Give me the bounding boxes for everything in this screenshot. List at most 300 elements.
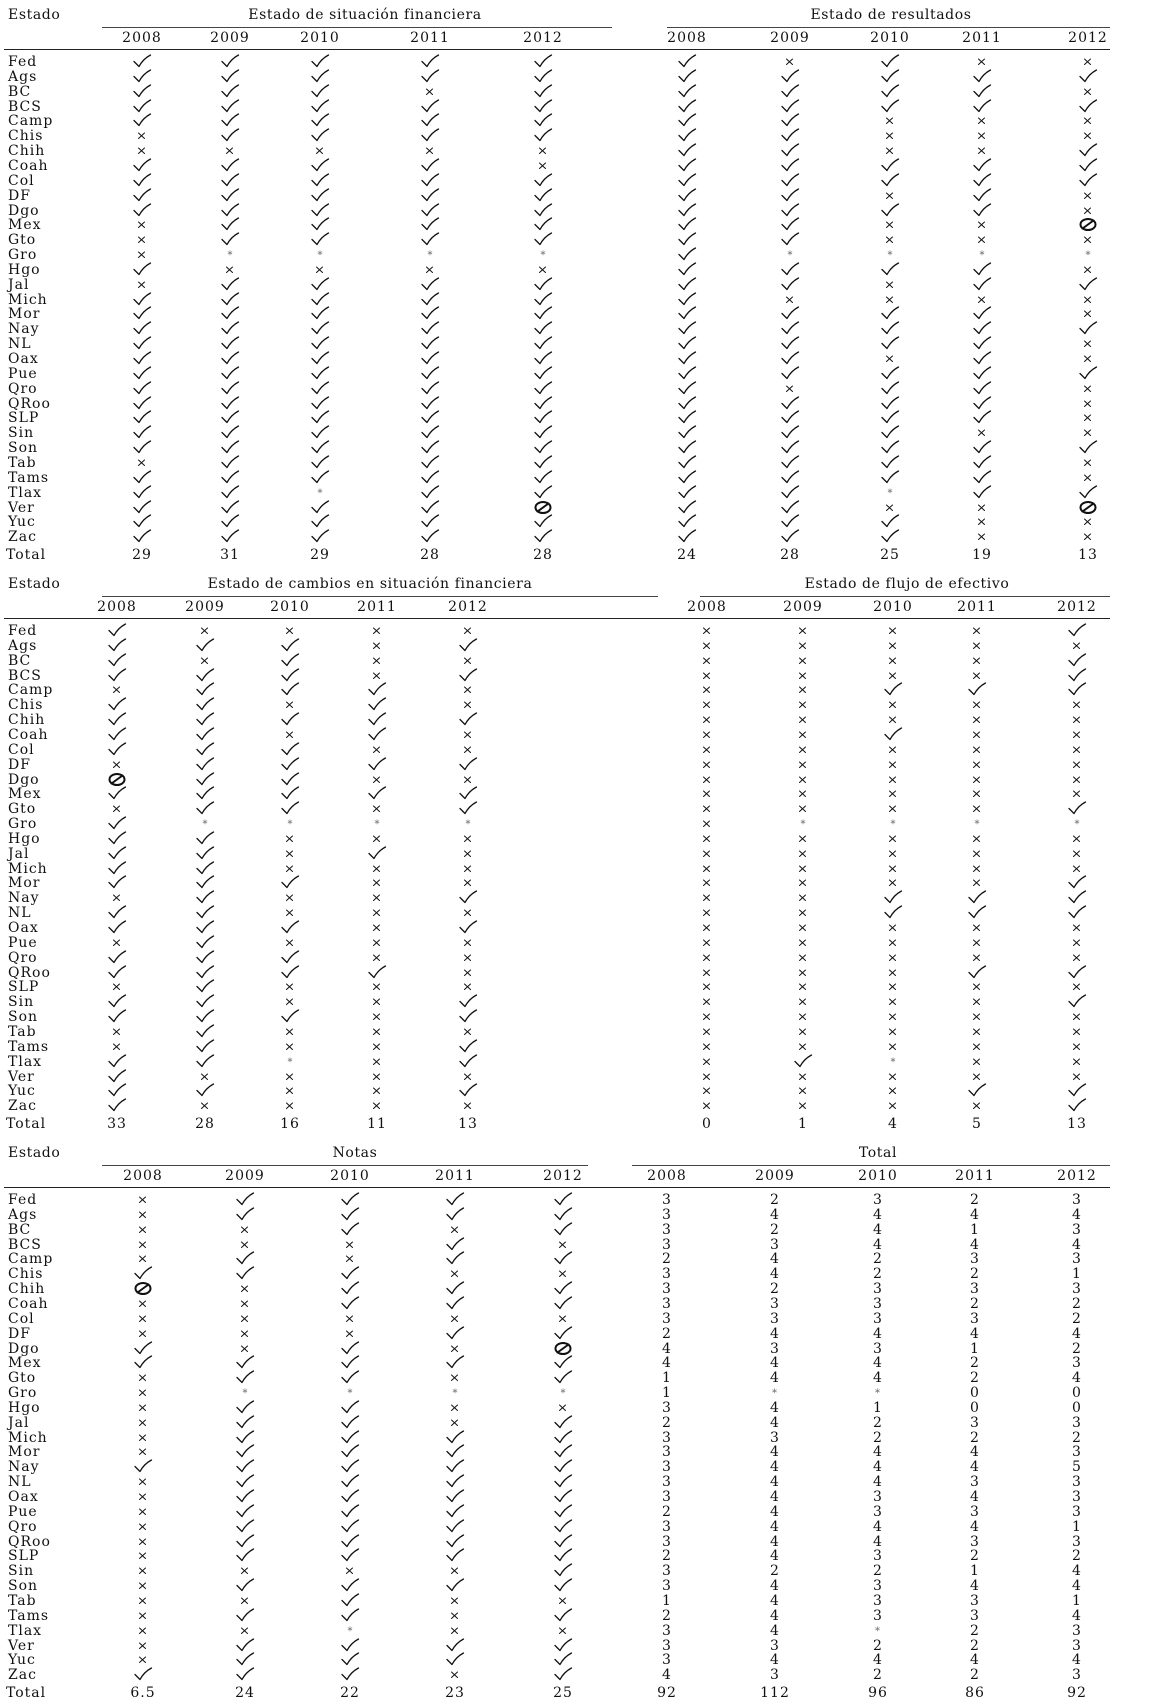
- state-label: Col: [8, 741, 35, 758]
- count-cell: 4: [873, 1221, 883, 1238]
- check-icon: [677, 277, 697, 291]
- cross-icon: [793, 727, 813, 741]
- count-cell: 4: [770, 1474, 780, 1491]
- cross-icon: [880, 292, 900, 306]
- check-icon: [880, 84, 900, 98]
- cross-icon: [133, 1534, 153, 1548]
- cross-icon: [793, 668, 813, 682]
- count-cell: 4: [770, 1489, 780, 1505]
- check-icon: [533, 381, 553, 395]
- cross-icon: [340, 1311, 360, 1325]
- cross-icon: [883, 831, 903, 845]
- check-icon: [780, 455, 800, 469]
- cross-icon: [880, 188, 900, 202]
- check-icon: [677, 321, 697, 335]
- check-icon: [107, 846, 127, 860]
- check-icon: [132, 321, 152, 335]
- not-available-mark: *: [427, 250, 433, 262]
- count-cell: 0: [1072, 1385, 1082, 1402]
- count-cell: 4: [770, 1325, 780, 1342]
- state-label: Fed: [8, 623, 38, 639]
- check-icon: [420, 514, 440, 528]
- state-label: Ags: [8, 68, 38, 85]
- not-applicable-icon: [107, 772, 127, 786]
- check-icon: [420, 410, 440, 424]
- count-cell: 2: [970, 1622, 980, 1639]
- cross-icon: [445, 1400, 465, 1414]
- count-cell: 3: [662, 1563, 672, 1580]
- count-cell: 3: [662, 1192, 672, 1208]
- check-icon: [340, 1667, 360, 1681]
- cross-icon: [972, 292, 992, 306]
- check-icon: [677, 351, 697, 365]
- check-icon: [420, 113, 440, 127]
- check-icon: [677, 54, 697, 68]
- cross-icon: [1067, 950, 1087, 964]
- count-cell: 3: [1072, 1192, 1082, 1208]
- cross-icon: [458, 935, 478, 949]
- check-icon: [420, 470, 440, 484]
- cross-icon: [1078, 113, 1098, 127]
- check-icon: [220, 128, 240, 142]
- cross-icon: [367, 1098, 387, 1112]
- cross-icon: [195, 1069, 215, 1083]
- state-label: Gro: [8, 1385, 38, 1402]
- check-icon: [1078, 69, 1098, 83]
- total-cell: 23: [445, 1685, 465, 1701]
- cross-icon: [458, 861, 478, 875]
- check-icon: [220, 232, 240, 246]
- count-cell: 2: [1072, 1295, 1082, 1312]
- check-icon: [553, 1563, 573, 1577]
- check-icon: [280, 772, 300, 786]
- not-available-mark: *: [875, 1625, 881, 1637]
- group-title-rule: [102, 1165, 588, 1166]
- check-icon: [195, 1009, 215, 1023]
- total-cell: 28: [533, 547, 553, 563]
- check-icon: [533, 321, 553, 335]
- count-cell: 3: [873, 1503, 883, 1520]
- count-cell: 3: [1072, 1414, 1082, 1431]
- cross-icon: [697, 801, 717, 815]
- check-icon: [220, 381, 240, 395]
- count-cell: 4: [1072, 1578, 1082, 1595]
- cross-icon: [458, 965, 478, 979]
- check-icon: [310, 529, 330, 543]
- cross-icon: [697, 653, 717, 667]
- cross-icon: [107, 935, 127, 949]
- check-icon: [553, 1578, 573, 1592]
- cross-icon: [697, 1069, 717, 1083]
- check-icon: [780, 336, 800, 350]
- count-cell: 2: [1072, 1340, 1082, 1357]
- cross-icon: [280, 1069, 300, 1083]
- cross-icon: [793, 653, 813, 667]
- cross-icon: [793, 920, 813, 934]
- check-icon: [107, 697, 127, 711]
- total-cell: 0: [702, 1116, 712, 1132]
- cross-icon: [367, 905, 387, 919]
- year-header: 2009: [770, 30, 810, 46]
- cross-icon: [967, 861, 987, 875]
- cross-icon: [967, 623, 987, 637]
- check-icon: [340, 1281, 360, 1295]
- count-cell: 2: [770, 1281, 780, 1298]
- check-icon: [195, 905, 215, 919]
- state-label: Tab: [8, 454, 37, 471]
- check-icon: [195, 890, 215, 904]
- check-icon: [780, 440, 800, 454]
- cross-icon: [367, 890, 387, 904]
- cross-icon: [133, 1578, 153, 1592]
- cross-icon: [133, 1519, 153, 1533]
- check-icon: [780, 529, 800, 543]
- state-label: Tab: [8, 1592, 37, 1609]
- count-cell: 4: [970, 1236, 980, 1253]
- state-label: Gro: [8, 816, 38, 833]
- not-available-mark: *: [287, 819, 293, 831]
- check-icon: [310, 173, 330, 187]
- check-icon: [107, 1098, 127, 1112]
- check-icon: [133, 1459, 153, 1473]
- cross-icon: [445, 1593, 465, 1607]
- check-icon: [533, 485, 553, 499]
- check-icon: [677, 366, 697, 380]
- count-cell: 4: [770, 1652, 780, 1669]
- state-label: BC: [8, 652, 32, 669]
- check-icon: [310, 99, 330, 113]
- total-cell: 96: [868, 1685, 888, 1701]
- cross-icon: [1067, 1069, 1087, 1083]
- cross-icon: [133, 1504, 153, 1518]
- check-icon: [780, 217, 800, 231]
- count-cell: 4: [1072, 1370, 1082, 1387]
- check-icon: [195, 772, 215, 786]
- check-icon: [420, 99, 440, 113]
- count-cell: 3: [873, 1489, 883, 1505]
- check-icon: [972, 306, 992, 320]
- check-icon: [235, 1400, 255, 1414]
- check-icon: [553, 1459, 573, 1473]
- check-icon: [220, 410, 240, 424]
- cross-icon: [458, 875, 478, 889]
- not-available-mark: *: [317, 487, 323, 499]
- check-icon: [553, 1474, 573, 1488]
- not-available-mark: *: [890, 1056, 896, 1068]
- check-icon: [107, 861, 127, 875]
- count-cell: 4: [873, 1355, 883, 1372]
- check-icon: [220, 54, 240, 68]
- count-cell: 3: [662, 1444, 672, 1461]
- state-label: Zac: [8, 529, 37, 546]
- check-icon: [340, 1548, 360, 1562]
- not-applicable-icon: [1078, 500, 1098, 514]
- count-cell: 3: [1072, 1221, 1082, 1238]
- count-cell: 4: [873, 1444, 883, 1461]
- cross-icon: [697, 816, 717, 830]
- cross-icon: [195, 653, 215, 667]
- check-icon: [235, 1370, 255, 1384]
- cross-icon: [235, 1296, 255, 1310]
- check-icon: [310, 366, 330, 380]
- cross-icon: [1078, 203, 1098, 217]
- check-icon: [340, 1266, 360, 1280]
- not-available-mark: *: [979, 250, 985, 262]
- count-cell: 3: [873, 1295, 883, 1312]
- count-cell: 3: [770, 1310, 780, 1327]
- check-icon: [677, 247, 697, 261]
- cross-icon: [133, 1385, 153, 1399]
- not-available-mark: *: [347, 1625, 353, 1637]
- cross-icon: [967, 1069, 987, 1083]
- check-icon: [677, 336, 697, 350]
- cross-icon: [697, 979, 717, 993]
- not-available-mark: *: [887, 487, 893, 499]
- cross-icon: [235, 1326, 255, 1340]
- cross-icon: [697, 920, 717, 934]
- check-icon: [367, 727, 387, 741]
- count-cell: 3: [873, 1281, 883, 1298]
- check-icon: [235, 1608, 255, 1622]
- cross-icon: [553, 1593, 573, 1607]
- cross-icon: [445, 1608, 465, 1622]
- check-icon: [340, 1415, 360, 1429]
- cross-icon: [880, 351, 900, 365]
- check-icon: [195, 1054, 215, 1068]
- check-icon: [780, 321, 800, 335]
- cross-icon: [235, 1311, 255, 1325]
- check-icon: [340, 1652, 360, 1666]
- check-icon: [967, 965, 987, 979]
- cross-icon: [107, 757, 127, 771]
- not-available-mark: *: [374, 819, 380, 831]
- check-icon: [195, 950, 215, 964]
- cross-icon: [793, 890, 813, 904]
- check-icon: [310, 203, 330, 217]
- check-icon: [445, 1430, 465, 1444]
- check-icon: [553, 1667, 573, 1681]
- state-label: Qro: [8, 380, 38, 397]
- state-label: Qro: [8, 1518, 38, 1535]
- cross-icon: [697, 712, 717, 726]
- cross-icon: [883, 801, 903, 815]
- check-icon: [972, 158, 992, 172]
- cross-icon: [367, 950, 387, 964]
- count-cell: 2: [970, 1548, 980, 1565]
- count-cell: 4: [770, 1444, 780, 1461]
- check-icon: [533, 470, 553, 484]
- count-cell: 4: [662, 1667, 672, 1684]
- year-header: 2012: [523, 30, 563, 46]
- check-icon: [310, 410, 330, 424]
- cross-icon: [883, 623, 903, 637]
- cross-icon: [133, 1474, 153, 1488]
- cross-icon: [1078, 381, 1098, 395]
- check-icon: [677, 128, 697, 142]
- cross-icon: [310, 143, 330, 157]
- check-icon: [533, 410, 553, 424]
- check-icon: [195, 1039, 215, 1053]
- year-header: 2012: [1068, 30, 1108, 46]
- check-icon: [972, 410, 992, 424]
- cross-icon: [133, 1400, 153, 1414]
- check-icon: [972, 173, 992, 187]
- state-label: Chis: [8, 128, 44, 145]
- cross-icon: [195, 623, 215, 637]
- cross-icon: [793, 831, 813, 845]
- check-icon: [367, 786, 387, 800]
- cross-icon: [235, 1623, 255, 1637]
- cross-icon: [133, 1638, 153, 1652]
- check-icon: [107, 816, 127, 830]
- check-icon: [310, 54, 330, 68]
- check-icon: [220, 203, 240, 217]
- state-label: QRoo: [8, 1533, 51, 1550]
- count-cell: 4: [1072, 1563, 1082, 1580]
- cross-icon: [195, 1098, 215, 1112]
- count-cell: 1: [662, 1370, 672, 1387]
- cross-icon: [972, 232, 992, 246]
- count-cell: 3: [662, 1295, 672, 1312]
- state-label: Hgo: [8, 830, 41, 847]
- cross-icon: [972, 128, 992, 142]
- state-label: Mich: [8, 291, 48, 308]
- count-cell: 2: [970, 1192, 980, 1208]
- check-icon: [967, 905, 987, 919]
- check-icon: [107, 742, 127, 756]
- year-header: 2008: [97, 599, 137, 615]
- state-label: Dgo: [8, 771, 40, 788]
- check-icon: [220, 69, 240, 83]
- check-icon: [972, 366, 992, 380]
- cross-icon: [367, 653, 387, 667]
- check-icon: [780, 84, 800, 98]
- count-cell: 4: [770, 1355, 780, 1372]
- check-icon: [553, 1415, 573, 1429]
- cross-icon: [458, 742, 478, 756]
- check-icon: [677, 514, 697, 528]
- check-icon: [195, 757, 215, 771]
- not-available-mark: *: [560, 1388, 566, 1400]
- count-cell: 2: [970, 1355, 980, 1372]
- state-label: Tams: [8, 1607, 50, 1624]
- not-available-mark: *: [227, 250, 233, 262]
- cross-icon: [235, 1341, 255, 1355]
- count-cell: 1: [873, 1399, 883, 1416]
- count-cell: 3: [873, 1607, 883, 1624]
- count-cell: 4: [770, 1251, 780, 1268]
- group-title: Notas: [332, 1145, 378, 1161]
- count-cell: 4: [970, 1325, 980, 1342]
- check-icon: [195, 801, 215, 815]
- cross-icon: [340, 1237, 360, 1251]
- cross-icon: [445, 1341, 465, 1355]
- state-label: Chih: [8, 1281, 46, 1298]
- check-icon: [195, 727, 215, 741]
- year-header: 2012: [543, 1168, 583, 1184]
- cross-icon: [697, 1098, 717, 1112]
- cross-icon: [697, 638, 717, 652]
- count-cell: 3: [1072, 1622, 1082, 1639]
- check-icon: [420, 54, 440, 68]
- check-icon: [553, 1281, 573, 1295]
- check-icon: [367, 712, 387, 726]
- check-icon: [220, 500, 240, 514]
- total-cell: 28: [780, 547, 800, 563]
- cross-icon: [972, 514, 992, 528]
- check-icon: [280, 668, 300, 682]
- check-icon: [677, 232, 697, 246]
- count-cell: 4: [873, 1370, 883, 1387]
- cross-icon: [458, 623, 478, 637]
- check-icon: [220, 217, 240, 231]
- check-icon: [553, 1652, 573, 1666]
- cross-icon: [793, 786, 813, 800]
- year-header: 2012: [1057, 1168, 1097, 1184]
- check-icon: [553, 1251, 573, 1265]
- cross-icon: [445, 1415, 465, 1429]
- cross-icon: [697, 965, 717, 979]
- cross-icon: [340, 1326, 360, 1340]
- check-icon: [533, 425, 553, 439]
- count-cell: 4: [873, 1459, 883, 1476]
- state-label: Gto: [8, 801, 37, 818]
- state-label: NL: [8, 1474, 32, 1491]
- check-icon: [677, 158, 697, 172]
- cross-icon: [458, 772, 478, 786]
- check-icon: [972, 99, 992, 113]
- year-header: 2010: [270, 599, 310, 615]
- check-icon: [310, 336, 330, 350]
- count-cell: 3: [1072, 1355, 1082, 1372]
- cross-icon: [883, 653, 903, 667]
- total-cell: 24: [677, 547, 697, 563]
- cross-icon: [133, 1251, 153, 1265]
- count-cell: 2: [770, 1221, 780, 1238]
- check-icon: [367, 965, 387, 979]
- check-icon: [420, 232, 440, 246]
- count-cell: 2: [1072, 1429, 1082, 1446]
- count-cell: 3: [970, 1592, 980, 1609]
- year-header: 2009: [210, 30, 250, 46]
- cross-icon: [697, 1083, 717, 1097]
- check-icon: [780, 113, 800, 127]
- cross-icon: [367, 994, 387, 1008]
- count-cell: 4: [770, 1578, 780, 1595]
- total-cell: 92: [1067, 1685, 1087, 1701]
- check-icon: [220, 485, 240, 499]
- count-cell: 4: [873, 1652, 883, 1669]
- count-cell: 3: [662, 1637, 672, 1654]
- count-cell: 2: [1072, 1548, 1082, 1565]
- cross-icon: [445, 1667, 465, 1681]
- check-icon: [280, 801, 300, 815]
- check-icon: [972, 470, 992, 484]
- cross-icon: [793, 979, 813, 993]
- check-icon: [445, 1578, 465, 1592]
- year-header: 2011: [955, 1168, 995, 1184]
- cross-icon: [967, 1039, 987, 1053]
- count-cell: 3: [770, 1429, 780, 1446]
- state-label: Dgo: [8, 202, 40, 219]
- check-icon: [533, 514, 553, 528]
- count-cell: 4: [1072, 1236, 1082, 1253]
- check-icon: [420, 396, 440, 410]
- check-icon: [677, 529, 697, 543]
- year-header: 2011: [957, 599, 997, 615]
- check-icon: [972, 440, 992, 454]
- cross-icon: [880, 143, 900, 157]
